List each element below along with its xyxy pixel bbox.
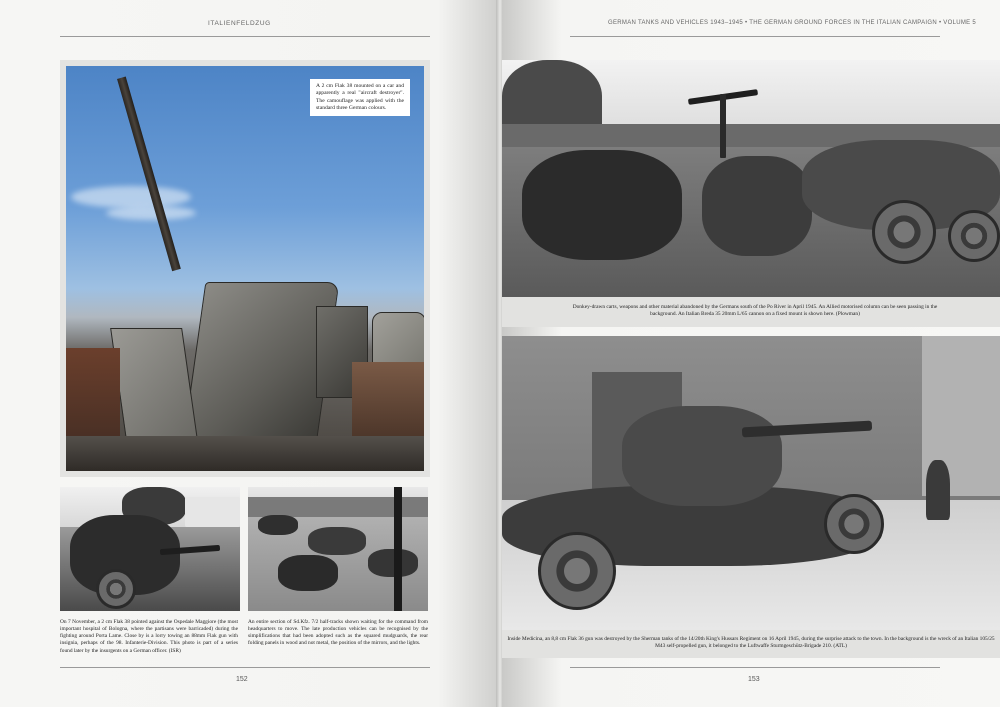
right-page-number: 153	[748, 676, 760, 683]
left-footer-rule	[60, 667, 430, 668]
right-page	[502, 0, 1000, 707]
donkey-carts-caption: Donkey-drawn carts, weapons and other material abandoned by the Germans south of the Po River in April 1945. An Allied motorised column can be seen passing in the background. An Italian Breda 35 20mm L/65 cannon on a fixed mount is shown here. (Plowman)	[572, 304, 938, 318]
left-page-number: 152	[236, 676, 248, 683]
bologna-flak-caption: On 7 November, a 2 cm Flak 38 pointed against the Ospedale Maggiore (the most important hospital of Bologna, where the partisans were barricaded) during the fighting around Porta Lame. Close by is a lorry towing an 88mm Flak gun with insignia, perhaps of the 98. Infanterie-Division. This photo is part of a series found later by the insurgents on a German officer. (ISR)	[60, 619, 238, 654]
bologna-flak-photo	[60, 487, 240, 611]
halftrack-column-photo	[248, 487, 428, 611]
flak-38-color-photo	[66, 66, 424, 471]
right-running-head: GERMAN TANKS AND VEHICLES 1943–1945 • THE GERMAN GROUND FORCES IN THE ITALIAN CAMPAIGN • VOLUME 5	[608, 20, 977, 26]
donkey-carts-photo	[502, 60, 1000, 297]
flak-36-medicina-caption: Inside Medicina, an 8,8 cm Flak 36 gun was destroyed by the Sherman tanks of the 14/20th King's Hussars Regiment on 16 April 1945, during the surprise attack to the town. In the background is the wreck of an Italian 105/25 M43 self-propelled gun, it belonged to the Luftwaffe Sturmgeschütz-Brigade 210. (ATL)	[507, 636, 995, 650]
halftrack-column-caption: An entire section of Sd.Kfz. 7/2 half-tracks shown waiting for the command from headquarters to move. The late production vehicles can be recognised by the simplifications that had been adopted such as the squared mudguards, the rear folding panels in wood and not metal, the position of the mirrors, and the lights.	[248, 619, 428, 647]
left-running-head: ITALIENFELDZUG	[208, 20, 271, 27]
flak-36-medicina-photo	[502, 336, 1000, 630]
main-photo-caption: A 2 cm Flak 38 mounted on a car and apparently a real "aircraft destroyer". The camouflage was applied with the standard three German colours.	[310, 79, 410, 116]
right-footer-rule	[570, 667, 940, 668]
right-header-rule	[570, 36, 940, 37]
left-header-rule	[60, 36, 430, 37]
left-page	[0, 0, 498, 707]
